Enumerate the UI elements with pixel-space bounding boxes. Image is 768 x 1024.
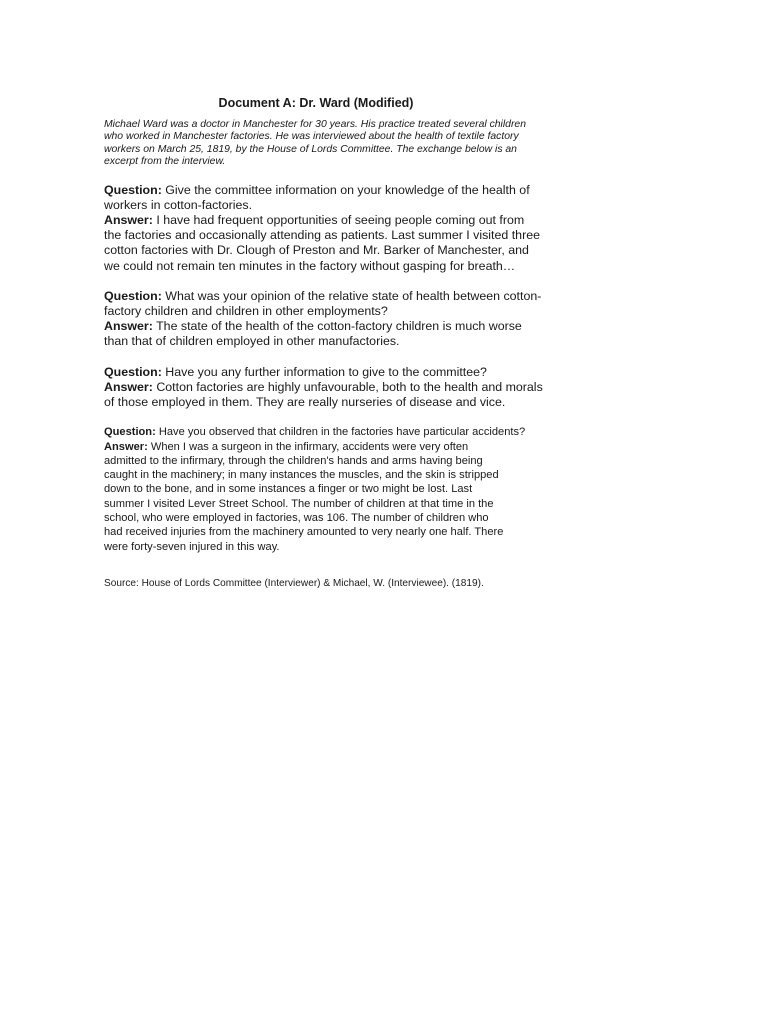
answer-label: Answer: xyxy=(104,440,148,453)
answer-1 xyxy=(104,213,544,274)
question-label: Question: xyxy=(104,288,162,303)
answer-text: Cotton factories are highly unfavourable, both to the health and morals of those employed in them. They are really nurseries of disease and vice. xyxy=(104,379,543,410)
answer-text: When I was a surgeon in the infirmary, accidents were very often admitted to the infirmary, through the children's hands and arms having being caught in the machinery; in many instances the muscles, and the skin is stripped down to the bone, and in some instances a finger or two might be lost. Last summer I visited Lever Street School. The number of children at that time in the school, who were employed in factories, was 106. The number of children who had received injuries from the machinery amounted to very nearly one half. There were forty-seven injured in this way. xyxy=(104,440,504,553)
answer-label: Answer: xyxy=(104,213,153,228)
answer-4 xyxy=(104,440,504,554)
question-text: Give the committee information on your knowledge of the health of workers in cotton-factories. xyxy=(104,182,530,212)
question-text: Have you observed that children in the factories have particular accidents? xyxy=(158,426,526,439)
answer-label: Answer: xyxy=(104,319,153,334)
document-page xyxy=(104,96,544,601)
question-label: Question: xyxy=(104,182,162,197)
exchange-2 xyxy=(104,289,544,350)
source-citation: Source: House of Lords Committee (Interviewer) & Michael, W. (Interviewee). (1819). xyxy=(104,577,484,589)
question-2 xyxy=(104,289,544,319)
answer-text: I have had frequent opportunities of seeing people coming out from the factories and occasionally attending as patients. Last summer I visited three cotton factories with Dr. Clough of Preston and Mr. Barker of Manchester, and we could not remain ten minutes in the factory without gasping for breath… xyxy=(104,213,540,273)
exchange-4 xyxy=(104,425,544,554)
answer-text: The state of the health of the cotton-factory children is much worse than that of children employed in other manufactories. xyxy=(104,319,522,349)
answer-2 xyxy=(104,319,544,349)
question-4 xyxy=(104,425,544,439)
exchange-3 xyxy=(104,365,544,411)
question-1 xyxy=(104,183,544,213)
question-text: Have you any further information to give to the committee? xyxy=(165,364,487,379)
question-text: What was your opinion of the relative state of health between cotton-factory children and children in other employments? xyxy=(104,288,542,319)
document-intro: Michael Ward was a doctor in Manchester for 30 years. His practice treated several children who worked in Manchester factories. He was interviewed about the health of textile factory workers on March 25, 1819, by the House of Lords Committee. The exchange below is an excerpt from the interview. xyxy=(104,119,526,168)
answer-label: Answer: xyxy=(104,379,153,394)
exchange-1 xyxy=(104,183,544,274)
question-3 xyxy=(104,365,544,380)
question-label: Question: xyxy=(104,364,162,379)
question-label: Question: xyxy=(104,426,156,439)
document-title: Document A: Dr. Ward (Modified) xyxy=(218,96,414,110)
answer-3 xyxy=(104,380,544,410)
